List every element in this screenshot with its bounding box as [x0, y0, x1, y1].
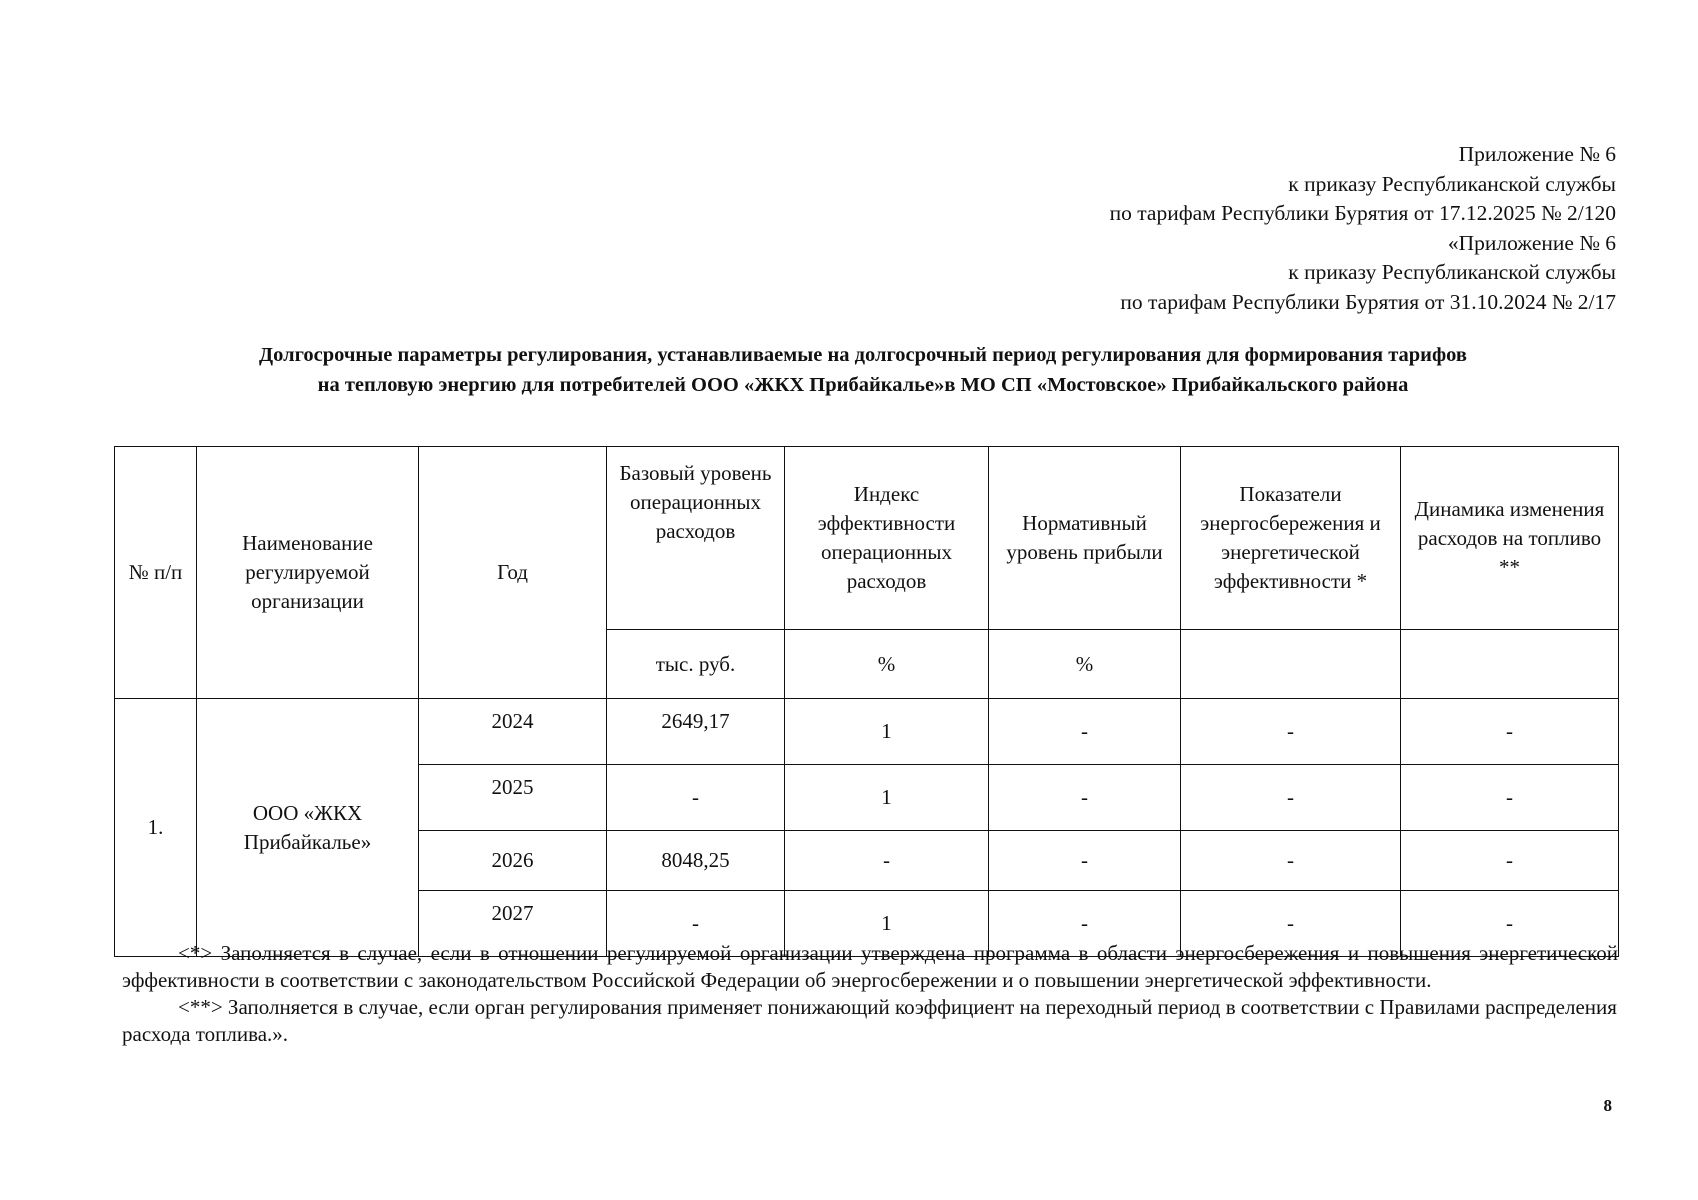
- cell-profit-level: -: [989, 891, 1181, 957]
- header-line: «Приложение № 6: [1447, 230, 1616, 255]
- cell-energy-saving: -: [1181, 699, 1401, 765]
- row-number: 1.: [115, 699, 197, 957]
- title-line-2: на тепловую энергию для потребителей ООО «ЖКХ Прибайкалье»в МО СП «Мостовское» Прибайкальского района: [317, 374, 1409, 396]
- header-base-opex: Базовый уровень операционных расходов: [607, 447, 785, 630]
- organization-name: ООО «ЖКХ Прибайкалье»: [197, 699, 419, 957]
- header-line: к приказу Республиканской службы: [1288, 171, 1616, 196]
- header-efficiency-index: Индекс эффективности операционных расходов: [785, 447, 989, 630]
- appendix-header: [1110, 140, 1616, 317]
- unit-efficiency-index: %: [785, 630, 989, 699]
- cell-year: 2026: [419, 831, 607, 891]
- cell-fuel-dynamics: -: [1401, 831, 1619, 891]
- cell-energy-saving: -: [1181, 891, 1401, 957]
- cell-profit-level: -: [989, 831, 1181, 891]
- cell-profit-level: -: [989, 765, 1181, 831]
- cell-fuel-dynamics: -: [1401, 891, 1619, 957]
- cell-efficiency-index: -: [785, 831, 989, 891]
- unit-profit-level: %: [989, 630, 1181, 699]
- header-line: к приказу Республиканской службы: [1288, 260, 1616, 284]
- header-line: по тарифам Республики Бурятия от 31.10.2024 № 2/17: [1120, 289, 1616, 314]
- cell-efficiency-index: 1: [785, 699, 989, 765]
- footnotes: [122, 940, 1618, 1048]
- footnote-fuel: <**> Заполняется в случае, если орган регулирования применяет понижающий коэффициент на переходный период в соответствии с Правилами распределения расхода топлива.».: [122, 995, 1617, 1046]
- header-year: Год: [419, 447, 607, 699]
- cell-energy-saving: -: [1181, 765, 1401, 831]
- cell-base-opex: -: [607, 765, 785, 831]
- cell-year: 2024: [419, 699, 607, 765]
- cell-fuel-dynamics: -: [1401, 765, 1619, 831]
- cell-base-opex: 8048,25: [607, 831, 785, 891]
- unit-energy-saving: [1181, 630, 1401, 699]
- cell-base-opex: 2649,17: [607, 699, 785, 765]
- title-line-1: Долгосрочные параметры регулирования, устанавливаемые на долгосрочный период регулирования для формирования тарифов: [259, 344, 1467, 366]
- header-num: № п/п: [115, 447, 197, 699]
- unit-fuel-dynamics: [1401, 630, 1619, 699]
- header-line: Приложение № 6: [1458, 142, 1616, 166]
- header-fuel-dynamics: Динамика изменения расходов на топливо **: [1401, 447, 1619, 630]
- table-row: [115, 699, 1619, 765]
- cell-year: 2025: [419, 765, 607, 831]
- footnote-energy-saving: <*> Заполняется в случае, если в отношении регулируемой организации утверждена программа в области энергосбережения и повышения энергетической эффективности в соответствии с законодательством Российской Федерации об энергосбережении и о повышении энергетической эффективности.: [122, 941, 1618, 992]
- cell-fuel-dynamics: -: [1401, 699, 1619, 765]
- cell-base-opex: -: [607, 891, 785, 957]
- cell-efficiency-index: 1: [785, 891, 989, 957]
- header-energy-saving: Показатели энергосбережения и энергетической эффективности *: [1181, 447, 1401, 630]
- page-number: 8: [1603, 1096, 1612, 1115]
- unit-base-opex: тыс. руб.: [607, 630, 785, 699]
- cell-energy-saving: -: [1181, 831, 1401, 891]
- document-title: [110, 340, 1616, 400]
- cell-profit-level: -: [989, 699, 1181, 765]
- cell-efficiency-index: 1: [785, 765, 989, 831]
- header-line: по тарифам Республики Бурятия от 17.12.2025 № 2/120: [1109, 201, 1616, 225]
- cell-year: 2027: [419, 891, 607, 957]
- header-org: Наименование регулируемой организации: [197, 447, 419, 699]
- parameters-table: [114, 446, 1619, 957]
- header-profit-level: Нормативный уровень прибыли: [989, 447, 1181, 630]
